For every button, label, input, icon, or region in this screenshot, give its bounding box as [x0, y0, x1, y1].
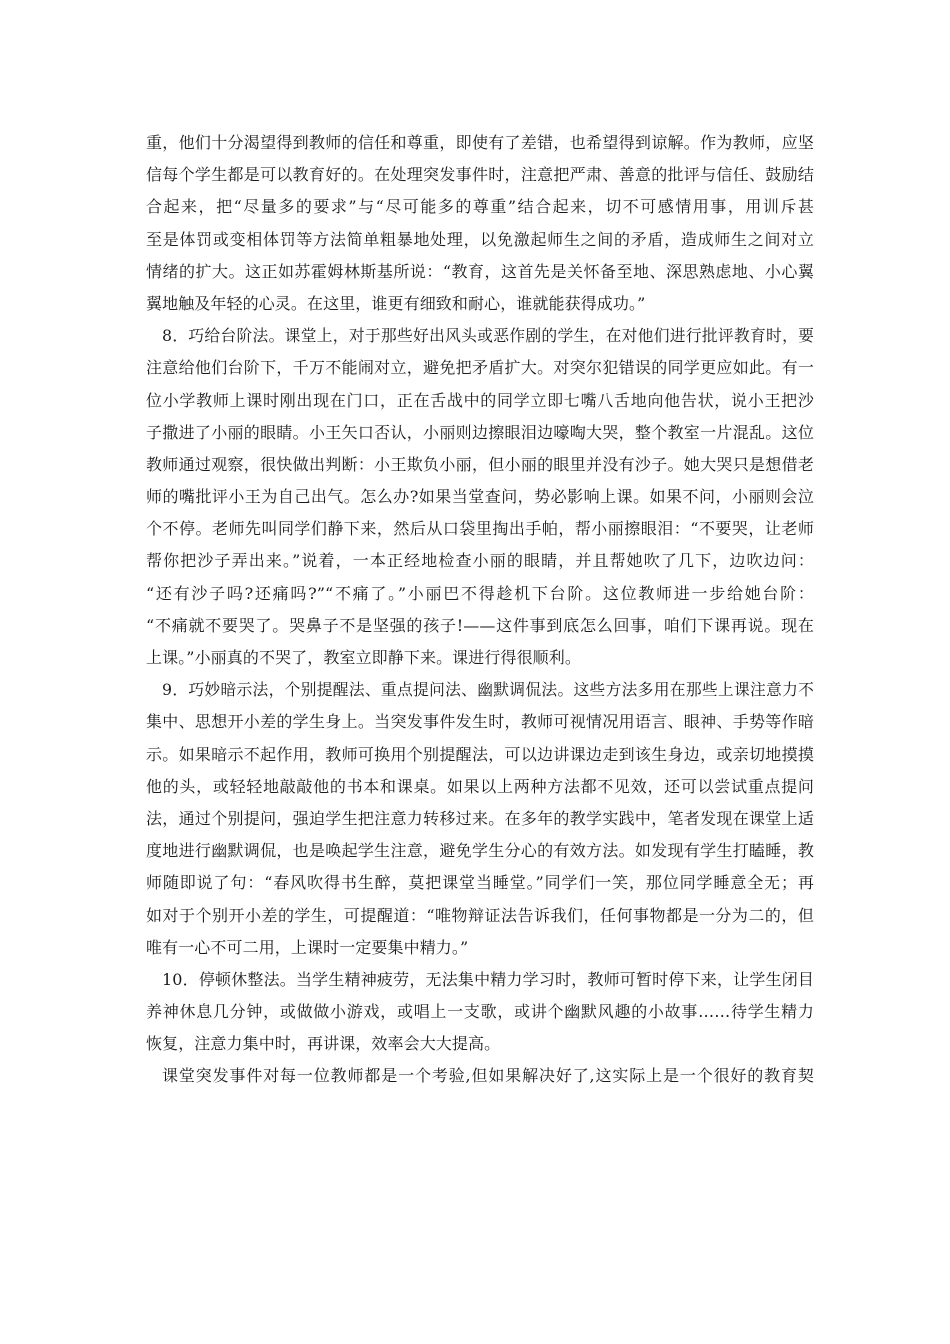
paragraph-line: 情绪的扩大。这正如苏霍姆林斯基所说：“教育，这首先是关怀备至地、深思熟虑地、小心翼: [146, 261, 814, 281]
paragraph-8-first-line: 8．巧给台阶法。课堂上，对于那些好出风头或恶作剧的学生，在对他们进行批评教育时，要: [162, 326, 814, 346]
paragraph-line: 翼地触及年轻的心灵。在这里，谁更有细致和耐心，谁就能获得成功。”: [146, 293, 646, 313]
paragraph-line: 个不停。老师先叫同学们静下来，然后从口袋里掏出手帕，帮小丽擦眼泪：“不要哭，让老师: [146, 519, 814, 539]
conclusion-first-line: 课堂突发事件对每一位教师都是一个考验,但如果解决好了,这实际上是一个很好的教育契: [162, 1066, 814, 1086]
paragraph-line: 养神休息几分钟，或做做小游戏，或唱上一支歌，或讲个幽默风趣的小故事……待学生精力: [146, 1002, 814, 1022]
paragraph-line: “还有沙子吗?还痛吗?”“不痛了。”小丽巴不得趁机下台阶。这位教师进一步给她台阶：: [146, 583, 814, 603]
paragraph-line: 合起来，把“尽量多的要求”与“尽可能多的尊重”结合起来，切不可感情用事，用训斥甚: [146, 197, 814, 217]
paragraph-line: 示。如果暗示不起作用，教师可换用个别提醒法，可以边讲课边走到该生身边，或亲切地摸摸: [146, 744, 814, 764]
paragraph-line: “不痛就不要哭了。哭鼻子不是坚强的孩子!——这件事到底怎么回事，咱们下课再说。现在: [146, 615, 814, 635]
paragraph-line: 师的嘴批评小王为自己出气。怎么办?如果当堂查问，势必影响上课。如果不问，小丽则会泣: [146, 487, 814, 507]
paragraph-line: 上课。”小丽真的不哭了，教室立即静下来。课进行得很顺利。: [146, 648, 581, 667]
paragraph-line: 位小学教师上课时刚出现在门口，正在舌战中的同学立即七嘴八舌地向他告状，说小王把沙: [146, 390, 814, 410]
paragraph-line: 如对于个别开小差的学生，可提醒道：“唯物辩证法告诉我们，任何事物都是一分为二的，但: [146, 905, 814, 925]
paragraph-line: 他的头，或轻轻地敲敲他的书本和课桌。如果以上两种方法都不见效，还可以尝试重点提问: [146, 776, 814, 796]
document-body: [146, 127, 814, 1093]
paragraph-line: 重，他们十分渴望得到教师的信任和尊重，即使有了差错，也希望得到谅解。作为教师，应坚: [146, 133, 814, 152]
paragraph-line: 子撒进了小丽的眼睛。小王矢口否认，小丽则边擦眼泪边嚎啕大哭，整个教室一片混乱。这位: [146, 422, 814, 442]
paragraph-line: 信每个学生都是可以教育好的。在处理突发事件时，注意把严肃、善意的批评与信任、鼓励结: [146, 165, 814, 185]
paragraph-line: 法，通过个别提问，强迫学生把注意力转移过来。在多年的教学实践中，笔者发现在课堂上适: [146, 808, 814, 828]
paragraph-line: 恢复，注意力集中时，再讲课，效率会大大提高。: [146, 1034, 501, 1054]
paragraph-line: 度地进行幽默调侃，也是唤起学生注意，避免学生分心的有效方法。如发现有学生打瞌睡，教: [146, 841, 814, 861]
paragraph-line: 教师通过观察，很快做出判断：小王欺负小丽，但小丽的眼里并没有沙子。她大哭只是想借老: [146, 454, 814, 474]
paragraph-10-first-line: 10．停顿休整法。当学生精神疲劳，无法集中精力学习时，教师可暂时停下来，让学生闭目: [162, 969, 814, 989]
paragraph-line: 集中、思想开小差的学生身上。当突发事件发生时，教师可视情况用语言、眼神、手势等作暗: [146, 712, 814, 732]
paragraph-line: 帮你把沙子弄出来。”说着，一本正经地检查小丽的眼睛，并且帮她吹了几下，边吹边问：: [146, 551, 814, 571]
paragraph-line: 唯有一心不可二用，上课时一定要集中精力。”: [146, 937, 469, 957]
paragraph-line: 至是体罚或变相体罚等方法简单粗暴地处理，以免激起师生之间的矛盾，造成师生之间对立: [146, 229, 814, 249]
paragraph-9-first-line: 9．巧妙暗示法，个别提醒法、重点提问法、幽默调侃法。这些方法多用在那些上课注意力不: [162, 680, 814, 700]
paragraph-line: 师随即说了句：“春风吹得书生醉，莫把课堂当睡堂。”同学们一笑，那位同学睡意全无；再: [146, 873, 814, 893]
paragraph-line: 注意给他们台阶下，千万不能闹对立，避免把矛盾扩大。对突尔犯错误的同学更应如此。有一: [146, 358, 814, 378]
